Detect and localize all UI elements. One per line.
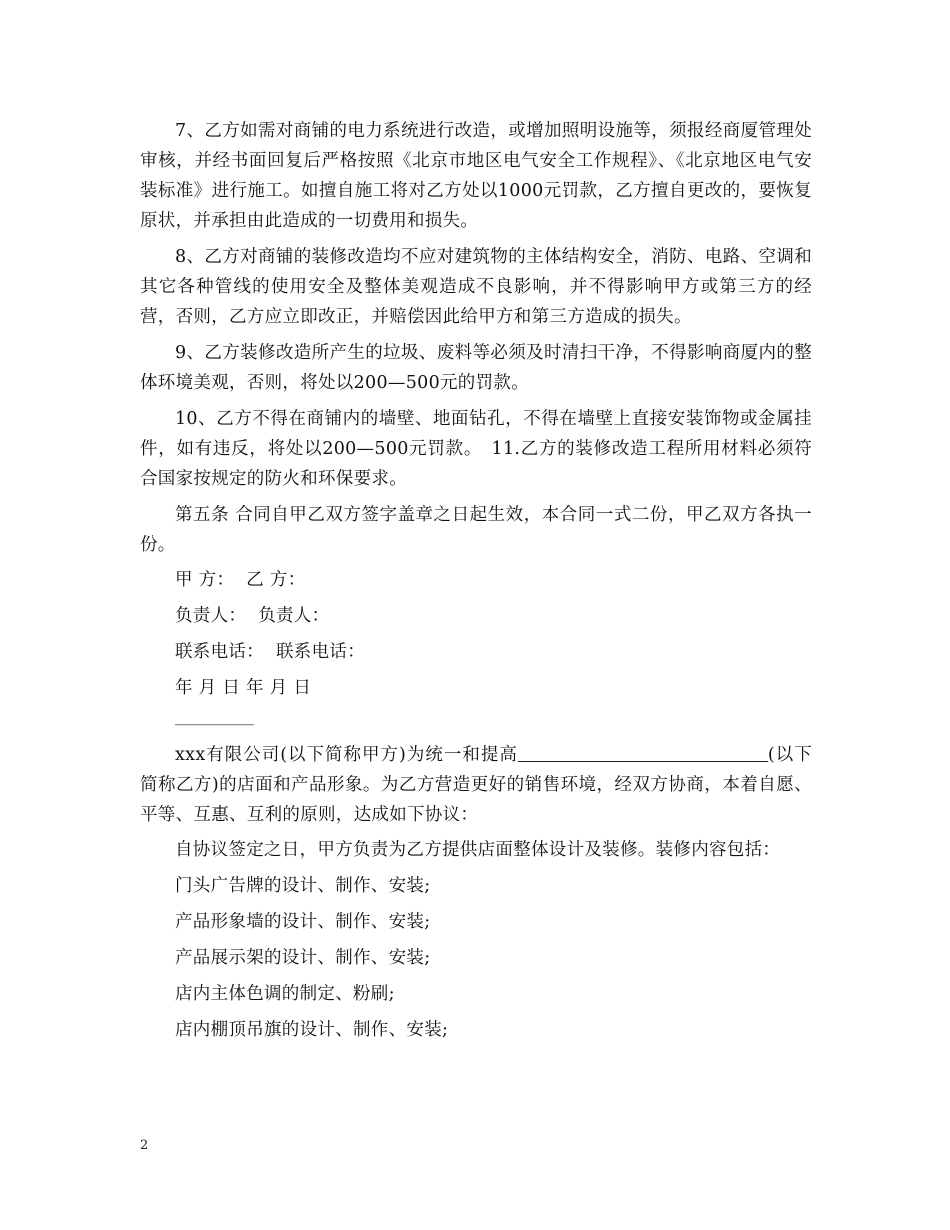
responsible-b-label: 负责人： [258, 606, 330, 626]
signature-party-line [140, 562, 812, 598]
signature-responsible-line [140, 598, 812, 634]
phone-b-label: 联系电话： [276, 642, 365, 662]
party-b-label: 乙 方： [246, 570, 306, 590]
list-item: 店内主体色调的制定、粉刷; [175, 984, 395, 1004]
agreement-intro-start: xxx有限公司(以下简称甲方)为统一和提高 [175, 745, 518, 765]
clause-8: 8、乙方对商铺的装修改造均不应对建筑物的主体结构安全，消防、电路、空调和其它各种管线的使用安全及整体美观造成不良影响，并不得影响甲方或第三方的经营，否则，乙方应立即改正，并赔偿因此给甲方和第三方造成的损失。 [140, 247, 812, 327]
list-item: 店内棚顶吊旗的设计、制作、安装; [175, 1020, 449, 1040]
phone-a-label: 联系电话： [175, 642, 264, 662]
responsible-a-label: 负责人： [175, 606, 247, 626]
section-divider: _________ [175, 706, 254, 726]
list-item: 产品展示架的设计、制作、安装; [175, 948, 431, 968]
signature-date-line: 年 月 日 年 月 日 [175, 678, 312, 698]
list-item: 门头广告牌的设计、制作、安装; [175, 876, 431, 896]
page-number: 2 [140, 1138, 149, 1153]
party-a-label: 甲 方： [175, 570, 235, 590]
signature-phone-line [140, 634, 812, 670]
blank-underline [518, 743, 768, 762]
clause-7: 7、乙方如需对商铺的电力系统进行改造，或增加照明设施等，须报经商厦管理处审核，并经书面回复后严格按照《北京市地区电气安全工作规程》、《北京地区电气安装标准》进行施工。如擅自施工将对乙方处以1000元罚款，乙方擅自更改的，要恢复原状，并承担由此造成的一切费用和损失。 [140, 121, 812, 231]
list-item: 产品形象墙的设计、制作、安装; [175, 912, 431, 932]
agreement-clause: 自协议签定之日，甲方负责为乙方提供店面整体设计及装修。装修内容包括： [175, 840, 781, 860]
article-5: 第五条 合同自甲乙双方签字盖章之日起生效，本合同一式二份，甲乙双方各执一份。 [140, 505, 812, 555]
agreement-intro [140, 740, 812, 830]
clause-9: 9、乙方装修改造所产生的垃圾、废料等必须及时清扫干净，不得影响商厦内的整体环境美观，否则，将处以200—500元的罚款。 [140, 343, 812, 393]
agreement-intro-end: (以下简称乙方)的店面和产品形象。为乙方营造更好的销售环境，经双方协商，本着自愿、平等、互惠、互利的原则，达成如下协议： [140, 745, 813, 825]
document-body [140, 116, 812, 1048]
clause-10-11: 10、乙方不得在商铺内的墙壁、地面钻孔，不得在墙壁上直接安装饰物或金属挂件，如有违反，将处以200—500元罚款。 11.乙方的装修改造工程所用材料必须符合国家按规定的防火和环保要求。 [140, 409, 812, 489]
signature-block [140, 562, 812, 726]
